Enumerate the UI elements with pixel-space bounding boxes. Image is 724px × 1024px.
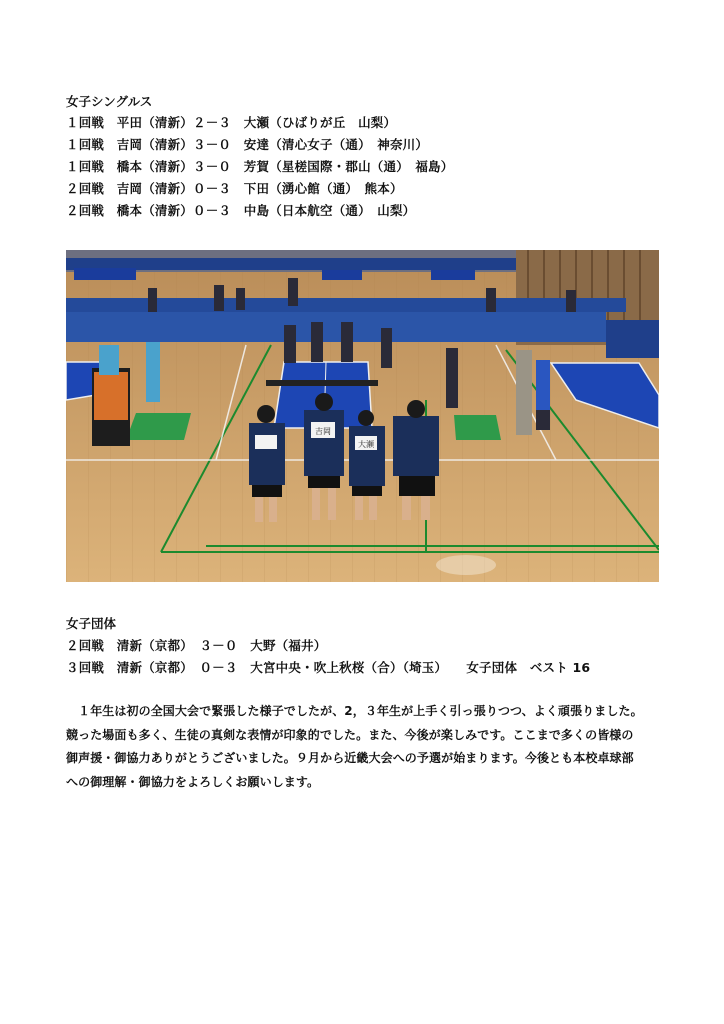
gymnasium-photo (66, 250, 659, 582)
team-section-title: 女子団体 (66, 616, 117, 631)
singles-result-row-2: １回戦 吉岡（清新）３－０ 安達（清心女子（通） 神奈川） (66, 137, 429, 152)
player-bib-2: 吉岡 (315, 427, 331, 436)
singles-result-row-3: １回戦 橋本（清新）３－０ 芳賀（星槎国際・郡山（通） 福島） (66, 159, 454, 174)
singles-section-title: 女子シングルス (66, 94, 153, 109)
summary-line-4: への御理解・御協力をよろしくお願いします。 (66, 774, 320, 789)
player-bib-3: 大瀬 (358, 440, 374, 449)
team-result-row-1: ２回戦 清新（京都） ３－０ 大野（福井） (66, 638, 327, 653)
summary-line-2: 競った場面も多く、生徒の真剣な表情が印象的でした。また、今後が楽しみです。ここまで多くの皆様の (66, 727, 634, 742)
singles-result-row-4: ２回戦 吉岡（清新）０－３ 下田（湧心館（通） 熊本） (66, 181, 403, 196)
summary-line-3: 御声援・御協力ありがとうございました。９月から近畿大会への予選が始まります。今後とも本校卓球部 (66, 751, 634, 765)
summary-paragraph (66, 700, 666, 794)
summary-line-1: １年生は初の全国大会で緊張した様子でしたが、2，３年生が上手く引っ張りつつ、よく頑張りました。 (66, 704, 643, 718)
team-result-row-2: ３回戦 清新（京都） ０－３ 大宮中央・吹上秋桜（合）（埼玉） 女子団体 ベスト 16 (66, 660, 591, 675)
singles-result-row-5: ２回戦 橋本（清新）０－３ 中島（日本航空（通） 山梨） (66, 203, 416, 218)
singles-result-row-1: １回戦 平田（清新）２－３ 大瀬（ひばりが丘 山梨） (66, 115, 397, 130)
